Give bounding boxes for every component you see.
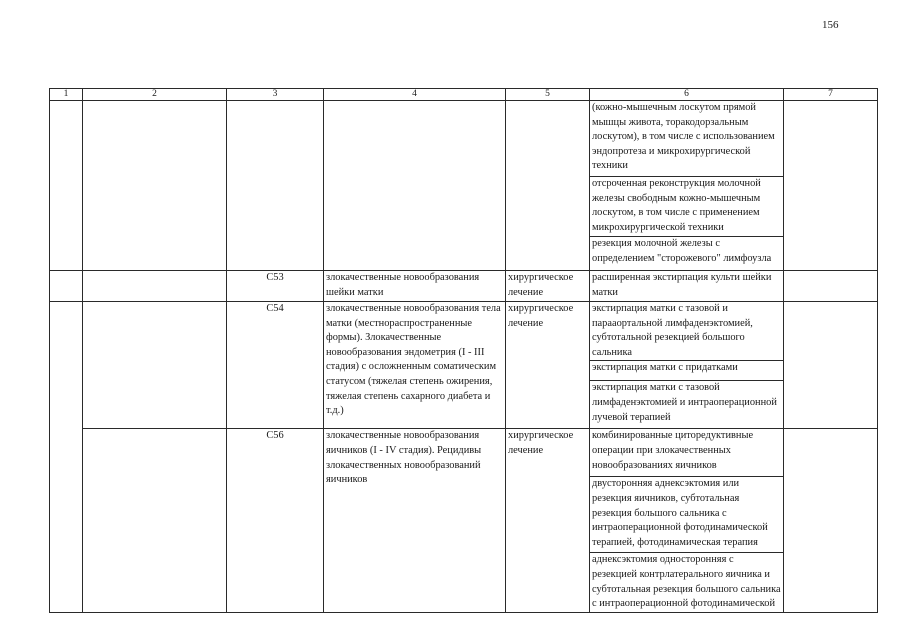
table-header-row xyxy=(50,89,878,101)
table-row xyxy=(50,271,878,302)
disease-cell: злокачественные новообразования тела матки (местнораспространенные формы). Злокачественные новообразования эндометрия (I - III стадия) с осложненным соматическим статусом (тяжелая степень ожирения, тяжелая степень сахарного диабета и т.д.) xyxy=(324,302,506,429)
cell-col-7 xyxy=(784,101,878,271)
method-cell: экстирпация матки с придатками xyxy=(590,361,784,381)
header-col-7: 7 xyxy=(784,89,878,101)
method-cell: расширенная экстирпация культи шейки матки xyxy=(590,271,784,302)
page-number: 156 xyxy=(822,19,839,31)
cell-col-4 xyxy=(324,101,506,271)
diagnosis-code: C53 xyxy=(227,271,324,302)
method-cell: резекция молочной железы с определением "сторожевого" лимфоузла xyxy=(590,237,784,271)
method-cell: экстирпация матки с тазовой лимфаденэктомией и интраоперационной лучевой терапией xyxy=(590,381,784,429)
cell-col-2 xyxy=(83,271,227,302)
cell-col-2 xyxy=(83,429,227,612)
medical-procedures-table xyxy=(49,88,878,613)
cell-col-2 xyxy=(83,302,227,429)
method-cell: (кожно-мышечным лоскутом прямой мышцы живота, торакодорзальным лоскутом), в том числе с использованием эндопротеза и микрохирургической техники xyxy=(590,101,784,177)
header-col-1: 1 xyxy=(50,89,83,101)
treatment-cell: хирургическое лечение xyxy=(506,429,590,612)
cell-col-5 xyxy=(506,101,590,271)
table-row xyxy=(50,101,878,177)
method-cell: двусторонняя аднексэктомия или резекция яичников, субтотальная резекция большого сальника с интраоперационной фотодинамической терапией, фотодинамическая терапия xyxy=(590,477,784,553)
method-cell: аднексэктомия односторонняя с резекцией контрлатерального яичника и субтотальная резекция большого сальника с интраоперационной фотодинамической xyxy=(590,553,784,612)
header-col-2: 2 xyxy=(83,89,227,101)
header-col-6: 6 xyxy=(590,89,784,101)
table-row xyxy=(50,302,878,361)
cell-col-7 xyxy=(784,429,878,612)
method-cell: комбинированные циторедуктивные операции при злокачественных новообразованиях яичников xyxy=(590,429,784,477)
method-cell: отсроченная реконструкция молочной железы свободным кожно-мышечным лоскутом, в том числе с применением микрохирургической техники xyxy=(590,177,784,237)
disease-cell: злокачественные новообразования шейки матки xyxy=(324,271,506,302)
cell-col-1 xyxy=(50,101,83,271)
treatment-cell: хирургическое лечение xyxy=(506,271,590,302)
diagnosis-code: C54 xyxy=(227,302,324,429)
diagnosis-code: C56 xyxy=(227,429,324,612)
cell-col-3 xyxy=(227,101,324,271)
cell-col-2 xyxy=(83,101,227,271)
cell-col-1 xyxy=(50,302,83,613)
cell-col-7 xyxy=(784,302,878,429)
header-col-5: 5 xyxy=(506,89,590,101)
cell-col-7 xyxy=(784,271,878,302)
table-row xyxy=(50,429,878,477)
disease-cell: злокачественные новообразования яичников (I - IV стадия). Рецидивы злокачественных новообразований яичников xyxy=(324,429,506,612)
cell-col-1 xyxy=(50,271,83,302)
treatment-cell: хирургическое лечение xyxy=(506,302,590,429)
method-cell: экстирпация матки с тазовой и парааортальной лимфаденэктомией, субтотальной резекцией большого сальника xyxy=(590,302,784,361)
header-col-3: 3 xyxy=(227,89,324,101)
header-col-4: 4 xyxy=(324,89,506,101)
